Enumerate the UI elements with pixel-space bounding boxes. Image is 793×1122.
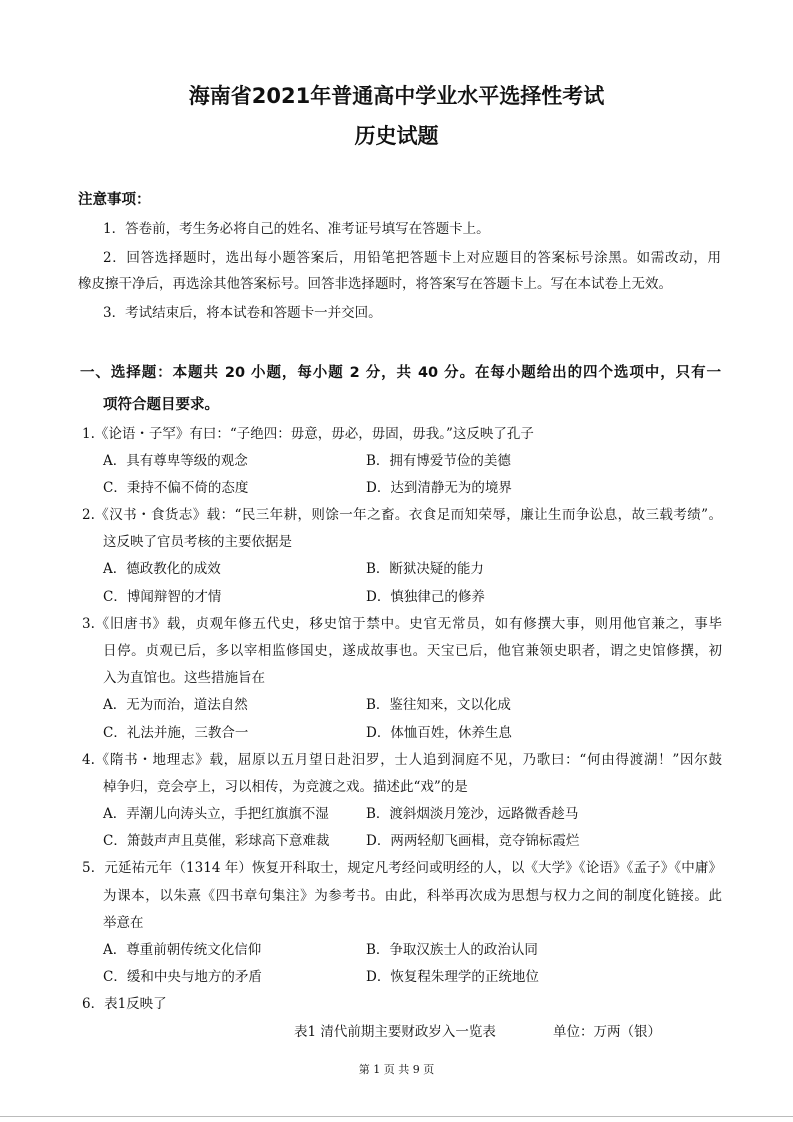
table-unit: 单位：万两（银） <box>553 1024 661 1040</box>
option-c: C．博闻辩智的才情 <box>103 589 222 605</box>
notice-item: 1．答卷前，考生务必将自己的姓名、准考证号填写在答题卡上。 <box>103 221 490 237</box>
option-d: D．慎独律己的修养 <box>366 589 485 605</box>
question-4-cont: 棹争归，竞会亭上，习以相传，为竞渡之戏。描述此“戏”的是 <box>103 779 468 795</box>
option-a: A．具有尊卑等级的观念 <box>103 453 248 469</box>
option-b: B．断狱决疑的能力 <box>366 561 484 577</box>
question-5-cont: 举意在 <box>103 915 144 931</box>
question-4: 4.《隋书・地理志》载，屈原以五月望日赴汨罗，士人追到洞庭不见，乃歌曰：“何由得渡湖！”因尔鼓 <box>82 752 722 768</box>
notice-item: 橡皮擦干净后，再选涂其他答案标号。回答非选择题时，将答案写在答题卡上。写在本试卷上无效。 <box>78 276 672 292</box>
notice-item: 3．考试结束后，将本试卷和答题卡一并交回。 <box>103 305 382 321</box>
option-c: C．箫鼓声声且莫催，彩球高下意难裁 <box>103 833 330 849</box>
table-caption: 表1 清代前期主要财政岁入一览表 <box>294 1024 496 1040</box>
question-5: 5．元延祐元年（1314 年）恢复开科取士，规定凡考经问或明经的人，以《大学》《论语》《孟子》《中庸》 <box>82 860 722 876</box>
question-3: 3.《旧唐书》载，贞观年修五代史，移史馆于禁中。史官无常员，如有修撰大事，则用他官兼之，事毕 <box>82 616 722 632</box>
option-d: D．两两轻舠飞画楫，竞夺锦标霞烂 <box>366 833 580 849</box>
option-b: B．鉴往知来，文以化成 <box>366 697 511 713</box>
page-footer: 第 1 页 共 9 页 <box>358 1063 435 1076</box>
notice-item: 2．回答选择题时，选出每小题答案后，用铅笔把答题卡上对应题目的答案标号涂黑。如需改动，用 <box>103 250 721 266</box>
notice-heading: 注意事项： <box>78 192 151 208</box>
option-a: A．德政教化的成效 <box>103 561 221 577</box>
question-3-cont: 日停。贞观已后，多以宰相监修国史，遂成故事也。天宝已后，他官兼领史职者，谓之史馆修撰，初 <box>103 643 722 659</box>
option-c: C．秉持不偏不倚的态度 <box>103 480 249 496</box>
option-b: B．渡斜烟淡月笼沙，远路微香趁马 <box>366 806 579 822</box>
section-heading: 一、选择题：本题共 20 小题，每小题 2 分，共 40 分。在每小题给出的四个选项中，只有一 <box>80 365 721 381</box>
section-heading-cont: 项符合题目要求。 <box>103 397 219 413</box>
exam-title: 海南省2021年普通高中学业水平选择性考试 <box>188 84 605 108</box>
question-6: 6．表1反映了 <box>82 996 167 1012</box>
option-d: D．体恤百姓，休养生息 <box>366 725 512 741</box>
option-b: B．拥有博爱节俭的美德 <box>366 453 511 469</box>
option-a: A．无为而治，道法自然 <box>103 697 248 713</box>
option-a: A．弄潮儿向涛头立，手把红旗旗不湿 <box>103 806 329 822</box>
option-c: C．礼法并施，三教合一 <box>103 725 249 741</box>
question-2-cont: 这反映了官员考核的主要依据是 <box>103 534 292 550</box>
question-3-cont: 入为直馆也。这些措施旨在 <box>103 670 265 686</box>
question-1: 1.《论语・子罕》有曰：“子绝四：毋意，毋必，毋固，毋我。”这反映了孔子 <box>82 426 534 442</box>
page-bottom-divider <box>0 1116 793 1117</box>
question-2: 2.《汉书・食货志》载：“民三年耕，则馀一年之畜。衣食足而知荣辱，廉让生而争讼息，故三载考绩”。 <box>82 507 722 523</box>
option-a: A．尊重前朝传统文化信仰 <box>103 942 262 958</box>
question-5-cont: 为课本，以朱熹《四书章句集注》为参考书。由此，科举再次成为思想与权力之间的制度化链接。此 <box>103 888 722 904</box>
option-d: D．恢复程朱理学的正统地位 <box>366 969 539 985</box>
option-b: B．争取汉族士人的政治认同 <box>366 942 538 958</box>
option-c: C．缓和中央与地方的矛盾 <box>103 969 262 985</box>
exam-subtitle: 历史试题 <box>354 124 439 148</box>
option-d: D．达到清静无为的境界 <box>366 480 512 496</box>
